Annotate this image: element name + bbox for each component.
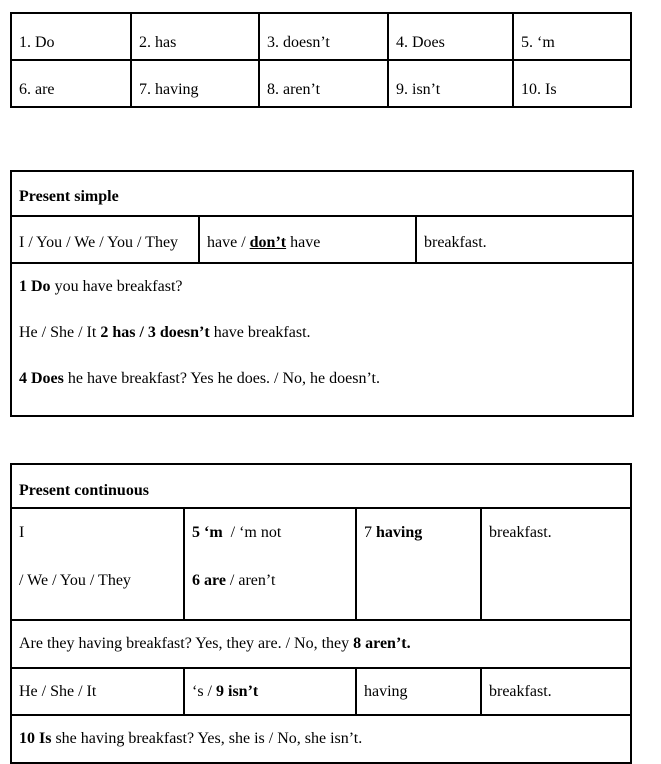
aux-line-1	[192, 523, 348, 542]
present-continuous-title: Present continuous	[11, 464, 631, 508]
example-sentence-1	[19, 277, 625, 296]
subject-cell: He / She / It	[11, 668, 184, 715]
answer-segment: 4 Does	[19, 370, 64, 387]
answer-cell-4: 4. Does	[388, 13, 513, 60]
present-simple-header-row	[11, 171, 633, 216]
aux-cell	[184, 508, 356, 620]
present-simple-title: Present simple	[11, 171, 633, 216]
present-continuous-example-plural-row	[11, 620, 631, 668]
example-plural-cell	[11, 620, 631, 668]
aux-line-2	[192, 571, 348, 590]
answer-segment: 5 ‘m	[192, 524, 223, 541]
text-segment: have	[286, 234, 321, 251]
answer-cell-8: 8. aren’t	[259, 60, 388, 107]
answer-key-row-2	[11, 60, 631, 107]
answer-cell-7: 7. having	[131, 60, 259, 107]
answer-cell-9: 9. isn’t	[388, 60, 513, 107]
text-segment: have /	[207, 234, 250, 251]
answer-cell-3: 3. doesn’t	[259, 13, 388, 60]
example-singular-cell	[11, 715, 631, 763]
verb-cell	[199, 216, 416, 263]
example-sentence-2	[19, 323, 625, 342]
answer-cell-2: 2. has	[131, 13, 259, 60]
answer-segment: 8 aren’t.	[353, 635, 411, 652]
text-segment: / aren’t	[225, 572, 276, 589]
answer-cell-5: 5. ‘m	[513, 13, 631, 60]
text-segment: he have breakfast? Yes he does. / No, he doesn’t.	[63, 370, 380, 387]
present-continuous-third-person-row	[11, 668, 631, 715]
present-simple-form-row	[11, 216, 633, 263]
answer-cell-10: 10. Is	[513, 60, 631, 107]
example-sentence-3	[19, 369, 625, 388]
text-segment: Are they having breakfast? Yes, they are. / No, they	[19, 635, 354, 652]
subject-cell	[11, 508, 184, 620]
text-segment: she having breakfast? Yes, she is / No, she isn’t.	[51, 730, 363, 747]
text-segment: He / She / It	[19, 324, 101, 341]
answer-key-row-1	[11, 13, 631, 60]
answer-segment: don’t	[249, 234, 287, 251]
answer-segment: 10 Is	[19, 730, 52, 747]
object-cell: breakfast.	[481, 668, 631, 715]
answer-segment: 2 has / 3 doesn’t	[100, 324, 210, 341]
examples-cell	[11, 263, 633, 416]
answer-segment: 9 isn’t	[216, 683, 259, 700]
answer-segment: 1 Do	[19, 278, 51, 295]
text-segment: / ‘m not	[222, 524, 282, 541]
text-segment: have breakfast.	[209, 324, 311, 341]
aux-cell	[184, 668, 356, 715]
answer-cell-6: 6. are	[11, 60, 131, 107]
present-continuous-example-singular-row	[11, 715, 631, 763]
text-segment: 7	[364, 524, 376, 541]
subject-line-1: I	[19, 524, 25, 541]
verb-cell	[356, 508, 481, 620]
text-segment: ‘s /	[192, 683, 216, 700]
text-segment: you have breakfast?	[50, 278, 183, 295]
answer-cell-1: 1. Do	[11, 13, 131, 60]
present-simple-examples-row	[11, 263, 633, 416]
present-continuous-table	[10, 463, 632, 764]
subject-line-2: / We / You / They	[19, 572, 131, 589]
present-continuous-header-row	[11, 464, 631, 508]
answer-key-table	[10, 12, 632, 108]
present-simple-table	[10, 170, 634, 417]
answer-segment: having	[376, 524, 423, 541]
verb-cell: having	[356, 668, 481, 715]
answer-segment: 6 are	[192, 572, 226, 589]
object-cell: breakfast.	[416, 216, 633, 263]
object-cell: breakfast.	[481, 508, 631, 620]
present-continuous-form-row	[11, 508, 631, 620]
subject-cell: I / You / We / You / They	[11, 216, 199, 263]
